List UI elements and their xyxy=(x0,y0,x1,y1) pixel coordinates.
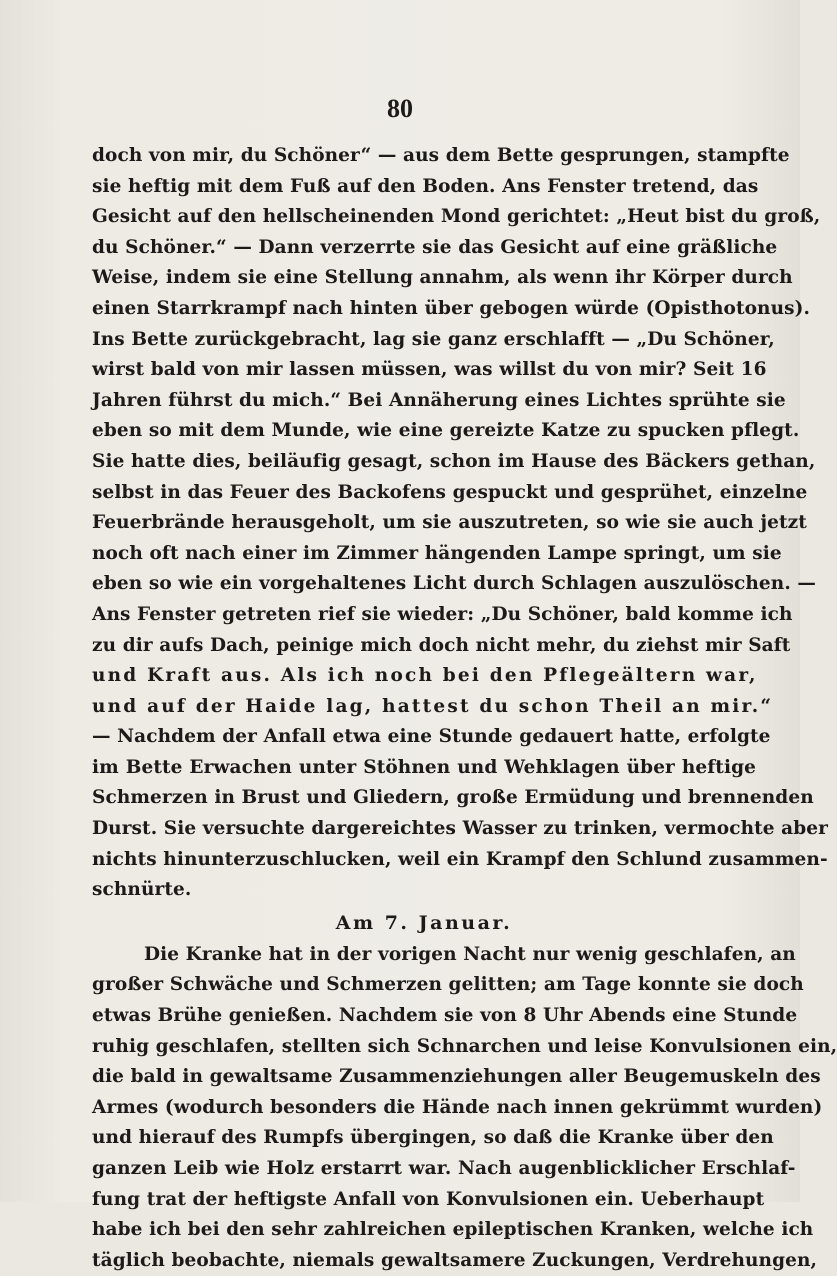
text-line: — Nachdem der Anfall etwa eine Stunde gedauert hatte, erfolgte xyxy=(92,726,771,748)
text-line: Jahren führst du mich.“ Bei Annäherung eines Lichtes sprühte sie xyxy=(92,389,786,411)
body-text xyxy=(92,141,837,1276)
text-line: Die Kranke hat in der vorigen Nacht nur wenig geschlafen, an xyxy=(144,943,796,965)
text-line: eben so mit dem Munde, wie eine gereizte Katze zu spucken pflegt. xyxy=(92,420,800,442)
text-line: etwas Brühe genießen. Nachdem sie von 8 Uhr Abends eine Stunde xyxy=(92,1005,798,1027)
text-line: und auf der Haide lag, hattest du schon Theil an mir.“ xyxy=(92,695,774,717)
text-line: und hierauf des Rumpfs übergingen, so daß die Kranke über den xyxy=(92,1127,774,1149)
text-line: Schmerzen in Brust und Gliedern, große Ermüdung und brennenden xyxy=(92,787,814,809)
text-line: großer Schwäche und Schmerzen gelitten; am Tage konnte sie doch xyxy=(92,974,804,996)
text-line: ruhig geschlafen, stellten sich Schnarchen und leise Konvulsionen ein, xyxy=(92,1035,837,1057)
text-line: und Kraft aus. Als ich noch bei den Pflegeältern war, xyxy=(92,665,758,687)
text-line: sie heftig mit dem Fuß auf den Boden. Ans Fenster tretend, das xyxy=(92,175,759,197)
text-line: noch oft nach einer im Zimmer hängenden Lampe springt, um sie xyxy=(92,542,782,564)
text-line: eben so wie ein vorgehaltenes Licht durch Schlagen auszulöschen. — xyxy=(92,573,817,595)
text-line: nichts hinunterzuschlucken, weil ein Krampf den Schlund zusammen- xyxy=(92,848,828,870)
text-line: Ans Fenster getreten rief sie wieder: „Du Schöner, bald komme ich xyxy=(92,603,793,625)
page-number: 80 xyxy=(387,94,413,123)
text-line: Gesicht auf den hellscheinenden Mond gerichtet: „Heut bist du groß, xyxy=(92,206,821,228)
text-line: selbst in das Feuer des Backofens gespuckt und gesprühet, einzelne xyxy=(92,481,808,503)
text-line: zu dir aufs Dach, peinige mich doch nicht mehr, du ziehst mir Saft xyxy=(92,634,791,656)
section-heading: Am 7. Januar. xyxy=(335,911,513,934)
text-line: im Bette Erwachen unter Stöhnen und Wehklagen über heftige xyxy=(92,756,756,778)
text-line: Feuerbrände herausgeholt, um sie auszutreten, so wie sie auch jetzt xyxy=(92,512,807,534)
text-line: täglich beobachte, niemals gewaltsamere Zuckungen, Verdrehungen, xyxy=(92,1249,818,1271)
text-line: Sie hatte dies, beiläufig gesagt, schon im Hause des Bäckers gethan, xyxy=(92,450,816,472)
text-line: einen Starrkrampf nach hinten über gebogen würde (Opisthotonus). xyxy=(92,297,811,319)
text-line: Weise, indem sie eine Stellung annahm, als wenn ihr Körper durch xyxy=(92,267,793,289)
text-line: wirst bald von mir lassen müssen, was willst du von mir? Seit 16 xyxy=(92,359,767,381)
text-line: du Schöner.“ — Dann verzerrte sie das Gesicht auf eine gräßliche xyxy=(92,236,778,258)
text-line: ganzen Leib wie Holz erstarrt war. Nach augenblicklicher Erschlaf- xyxy=(92,1158,796,1179)
text-line: schnürte. xyxy=(92,879,192,901)
text-line: habe ich bei den sehr zahlreichen epileptischen Kranken, welche ich xyxy=(92,1219,814,1241)
text-line: doch von mir, du Schöner“ — aus dem Bette gesprungen, stampfte xyxy=(92,145,790,166)
text-line: Ins Bette zurückgebracht, lag sie ganz erschlafft — „Du Schöner, xyxy=(92,328,775,350)
text-line: Armes (wodurch besonders die Hände nach innen gekrümmt wurden) xyxy=(92,1096,823,1118)
text-line: die bald in gewaltsame Zusammenziehungen aller Beugemuskeln des xyxy=(92,1066,821,1088)
text-line: Durst. Sie versuchte dargereichtes Wasser zu trinken, vermochte aber xyxy=(92,818,829,840)
text-line: fung trat der heftigste Anfall von Konvulsionen ein. Ueberhaupt xyxy=(92,1188,765,1210)
